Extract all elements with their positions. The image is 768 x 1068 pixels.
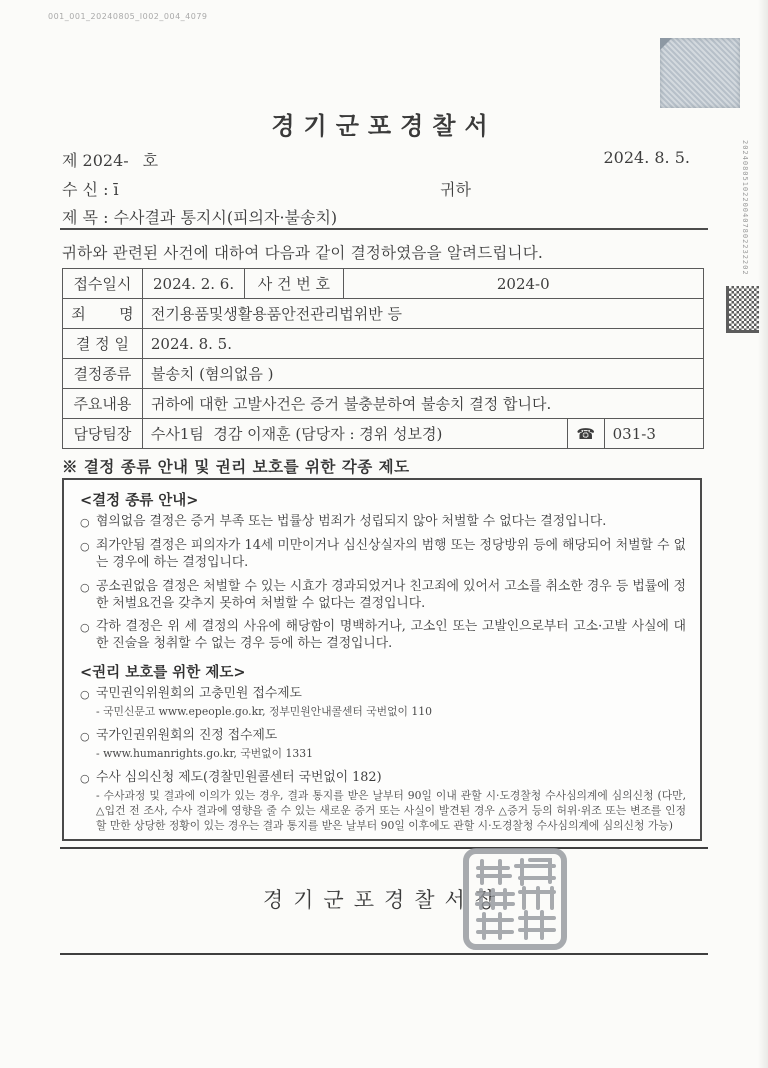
recipient-label: 수 신 : ī (62, 180, 119, 199)
rights-guide-title: <권리 보호를 위한 제도> (80, 664, 246, 682)
document-number (62, 148, 158, 171)
table-row-officer (63, 419, 704, 449)
officer-label: 담당팀장 (63, 419, 143, 449)
decision-guide-item (80, 538, 686, 572)
table-row-decision-date (63, 329, 704, 359)
security-pattern-block (660, 38, 740, 108)
scan-file-id: 001_001_20240805_I002_004_4079 (48, 12, 208, 21)
receipt-label: 접수일시 (63, 269, 143, 299)
decision-guide-item (80, 619, 686, 653)
bullet-circle-icon: ○ (80, 621, 90, 635)
intro-paragraph: 귀하와 관련된 사건에 대하여 다음과 같이 결정하였음을 알려드립니다. (62, 244, 544, 262)
rights-guide-main: 수사 심의신청 제도(경찰민원콜센터 국번없이 182) (96, 770, 382, 786)
decision-guide-text: 공소권없음 결정은 처벌할 수 있는 시효가 경과되었거나 친고죄에 있어서 고소를 취소한 경우 등 법률에 정한 처벌요건을 갖추지 못하여 처벌할 수 없다는 결정입니다. (96, 578, 686, 611)
bullet-circle-icon: ○ (80, 539, 90, 553)
table-row-offense (63, 299, 704, 329)
receipt-value: 2024. 2. 6. (142, 269, 244, 299)
summary-value: 귀하에 대한 고발사건은 증거 불충분하여 불송치 결정 합니다. (142, 389, 703, 419)
phone-value: 031-3 (604, 419, 703, 449)
footer-divider-top (60, 847, 708, 849)
case-summary-table (62, 268, 704, 449)
decision-guide-item (80, 514, 686, 531)
official-seal (460, 846, 570, 952)
notice-box (62, 478, 702, 841)
offense-label: 죄 명 (63, 299, 143, 329)
decision-type-label: 결정종류 (63, 359, 143, 389)
subject-row: 제 목 : 수사결과 통지시(피의자·불송치) (62, 208, 338, 227)
rights-guide-main: 국민권익위원회의 고충민원 접수제도 (96, 686, 302, 702)
offense-value: 전기용품및생활용품안전관리법위반 등 (142, 299, 703, 329)
rights-guide-sub: - www.humanrights.go.kr, 국번없이 1331 (96, 747, 313, 761)
bullet-circle-icon: ○ (80, 730, 90, 744)
signer-title: 경기군포경찰서장 (262, 888, 506, 912)
vertical-code-text: 20240805102200407802232202 (741, 140, 749, 276)
header-divider (60, 228, 708, 230)
case-number-label: 사 건 번 호 (245, 269, 343, 299)
decision-guide-text: 각하 결정은 위 세 결정의 사유에 해당함이 명백하거나, 고소인 또는 고발인으로부터 고소·고발 사실에 대한 진술을 청취할 수 없는 경우 등에 하는 결정입니다. (96, 619, 686, 652)
decision-guide-title: <결정 종류 안내> (80, 492, 199, 509)
summary-label: 주요내용 (63, 389, 143, 419)
bullet-circle-icon: ○ (80, 580, 90, 594)
officer-value: 수사1팀 경감 이재훈 (담당자 : 경위 성보경) (142, 419, 567, 449)
decision-guide-item (80, 579, 686, 613)
datamatrix-barcode (726, 286, 759, 333)
phone-icon: ☎ (567, 419, 604, 449)
table-row-receipt (63, 269, 704, 299)
document-number-row (62, 148, 690, 171)
doc-no-prefix: 제 2024- (62, 151, 129, 170)
doc-no-suffix: 호 (142, 151, 159, 170)
table-row-decision-type (63, 359, 704, 389)
page-title: 경기군포경찰서 (271, 111, 497, 140)
rights-guide-main-row (80, 770, 686, 787)
table-row-summary (63, 389, 704, 419)
document-date: 2024. 8. 5. (603, 148, 690, 167)
notice-heading: ※ 결정 종류 안내 및 권리 보호를 위한 각종 제도 (62, 457, 410, 476)
decision-guide-text: 죄가안됨 결정은 피의자가 14세 미만이거나 심신상실자의 범행 또는 정당방위 등에 해당되어 처벌할 수 없는 경우에 하는 결정입니다. (96, 537, 687, 570)
decision-guide-text: 혐의없음 결정은 증거 부족 또는 법률상 범죄가 성립되지 않아 처벌할 수 없다는 결정입니다. (96, 514, 607, 529)
recipient-honorific: 귀하 (440, 180, 471, 199)
rights-guide-item (80, 728, 686, 761)
footer-divider-bottom (60, 953, 708, 955)
case-number-value: 2024-0 (343, 269, 703, 299)
decision-date-value: 2024. 8. 5. (142, 329, 703, 359)
rights-guide-sub: - 수사과정 및 결과에 이의가 있는 경우, 결과 통지를 받은 날부터 90일 이내 관할 시·도경찰청 수사심의계에 심의신청 (다만, △입건 전 조사, 수사 결과에 영향을 줄 수 있는 새로운 증거 또는 사실이 발견된 경우 △증거 등의 허위·위조 또는 변조를 인정할 만한 상당한 정황이 있는 경우는 결과 통지를 받은 날부터 90일 이후에도 관할 시·도경찰청 수사심의계에 심의신청 가능) (96, 789, 686, 833)
bullet-circle-icon: ○ (80, 772, 90, 786)
rights-guide-item (80, 770, 686, 833)
decision-type-value: 불송치 (혐의없음 ) (142, 359, 703, 389)
bullet-circle-icon: ○ (80, 516, 90, 529)
rights-guide-main-row (80, 728, 686, 745)
rights-guide-item (80, 686, 686, 719)
recipient-row (62, 177, 690, 200)
rights-guide-sub: - 국민신문고 www.epeople.go.kr, 정부민원안내콜센터 국번없이 110 (96, 705, 433, 719)
bullet-circle-icon: ○ (80, 688, 90, 702)
rights-guide-main-row (80, 686, 686, 703)
decision-date-label: 결 정 일 (63, 329, 143, 359)
rights-guide-main: 국가인권위원회의 진정 접수제도 (96, 728, 278, 744)
